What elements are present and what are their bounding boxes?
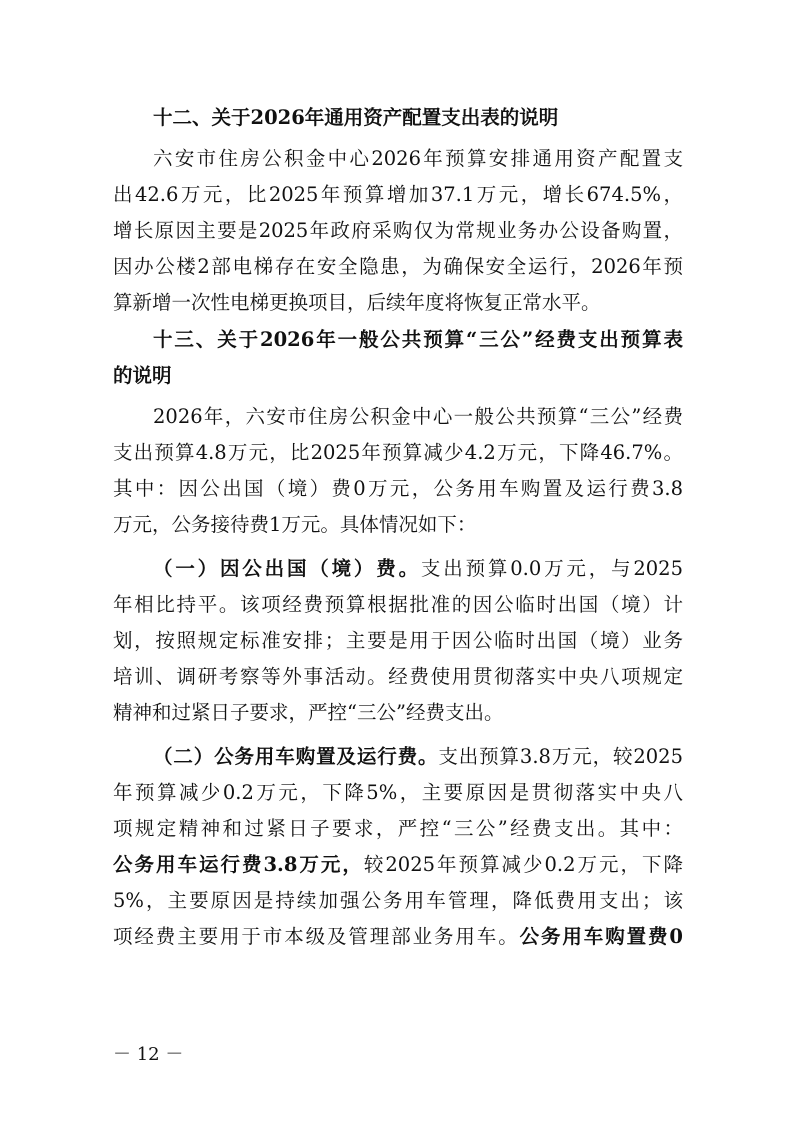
paragraph-line: 增长原因主要是2025年政府采购仅为常规业务办公设备购置，: [113, 219, 683, 242]
paragraph-line: 2026年，六安市住房公积金中心一般公共预算“三公”经费: [153, 405, 683, 428]
bold-term-vehicle-operation: 公务用车运行费3.8万元，: [113, 853, 364, 876]
section-heading-13-cont: 的说明: [113, 364, 172, 387]
paragraph-line: 划，按照规定标准安排；主要是用于因公临时出国（境）业务: [113, 629, 683, 652]
section-heading-13: 十三、关于2026年一般公共预算“三公”经费支出预算表: [153, 328, 683, 351]
paragraph-text: 项经费主要用于市本级及管理部业务用车。: [113, 925, 520, 948]
paragraph-line: 培训、调研考察等外事活动。经费使用贯彻落实中央八项规定: [113, 665, 683, 688]
subheading-vehicles: （二）公务用车购置及运行费。: [153, 745, 439, 768]
paragraph-line: 年相比持平。该项经费预算根据批准的因公临时出国（境）计: [113, 593, 683, 616]
paragraph-line: 精神和过紧日子要求，严控“三公”经费支出。: [113, 701, 504, 724]
paragraph-line: 5%，主要原因是持续加强公务用车管理，降低费用支出；该: [113, 889, 683, 912]
paragraph-line: [113, 853, 683, 877]
paragraph-text: 支出预算3.8万元，较2025: [438, 745, 683, 768]
paragraph-line: [153, 557, 683, 581]
section-heading-12: 十二、关于2026年通用资产配置支出表的说明: [153, 106, 559, 129]
subheading-travel: （一）因公出国（境）费。: [153, 557, 421, 580]
paragraph-line: 六安市住房公积金中心2026年预算安排通用资产配置支: [153, 147, 683, 170]
paragraph-line: 项规定精神和过紧日子要求，严控“三公”经费支出。其中：: [113, 817, 683, 840]
paragraph-line: 其中：因公出国（境）费0万元，公务用车购置及运行费3.8: [113, 477, 683, 500]
paragraph-line: [153, 745, 683, 769]
paragraph-text: 较2025年预算减少0.2万元，下降: [363, 853, 683, 876]
paragraph-line: 因办公楼2部电梯存在安全隐患，为确保安全运行，2026年预: [113, 255, 683, 278]
paragraph-line: 万元，公务接待费1万元。具体情况如下：: [113, 513, 477, 536]
page-number: － 12 －: [113, 1044, 184, 1065]
paragraph-line: 支出预算4.8万元，比2025年预算减少4.2万元，下降46.7%。: [113, 441, 683, 464]
paragraph-text: 支出预算0.0万元，与2025: [420, 557, 683, 580]
paragraph-line: [113, 925, 683, 949]
paragraph-line: 出42.6万元，比2025年预算增加37.1万元，增长674.5%，: [113, 183, 683, 206]
paragraph-line: 年预算减少0.2万元，下降5%，主要原因是贯彻落实中央八: [113, 781, 683, 804]
paragraph-line: 算新增一次性电梯更换项目，后续年度将恢复正常水平。: [113, 291, 601, 314]
bold-term-vehicle-purchase: 公务用车购置费0: [519, 925, 683, 948]
